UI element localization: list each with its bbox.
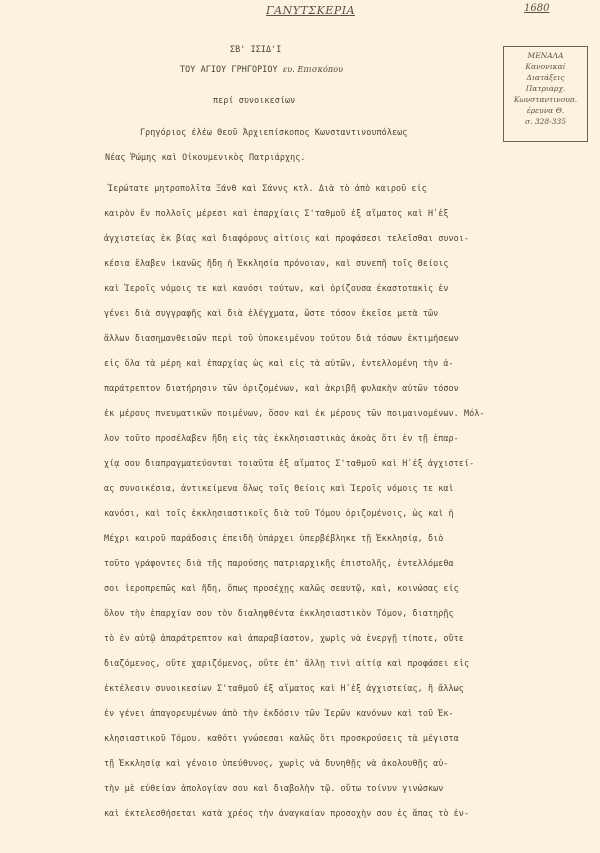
body-line: ἄλλων διασημανθεισῶν περὶ τοῦ ὑποκειμένου τούτου διὰ τόσων ἐκτιμήσεων	[104, 333, 459, 343]
body-line: παράτρεπτον διατήρησιν τῶν ὁριζομένων, καὶ ἀκριβῆ φυλακὴν αὐτῶν τόσον	[104, 383, 459, 393]
handwritten-page-number: 1680	[524, 3, 550, 14]
body-line: καὶ ἐκτελεσθήσεται κατὰ χρέος τὴν ἀναγκαίαν προσοχὴν σου ἐς ἅπας τὸ ἐν-	[104, 808, 470, 818]
body-line: ἐκτέλεσιν συνοικεσίων Σ'ταθμοῦ ἐξ αἵματος καὶ Ηʹἐξ ἀγχιστείας, ἢ ἄλλως	[104, 683, 464, 693]
body-line: τὴν μὲ εὐθείαν ἀπολογίαν σου καὶ διαβολὴν τῷ. οὕτω τοίνυν γινώσκων	[104, 783, 444, 793]
body-line: κανόσι, καὶ τοῖς ἐκκλησιαστικοῖς διὰ τοῦ Τόμου ὁριζομένοις, ὡς καὶ ἡ	[104, 508, 454, 518]
stamp-line: Κωνσταντινουπ.	[513, 95, 578, 104]
stamp-line: έρευνα Θ.	[526, 106, 565, 115]
document-reference: ΣΒ' ΙΣΙΔ'Ι	[230, 44, 282, 54]
body-line: σοι ἱεροπρεπῶς καὶ ἤδη, ὅπως προσέχῃς καλῶς σεαυτῷ, καὶ, κοινώσας εἰς	[104, 583, 459, 593]
body-line: χίᾳ σου διαπραγματεύονται τοιαῦτα ἐξ αἵματος Σ'ταθμοῦ καὶ Ηʹἐξ ἀγχιστεί-	[104, 458, 475, 468]
title-handwritten-note: ευ. Επισκόπου	[282, 65, 344, 74]
handwritten-header-left: ΓΑΝΥΤΣΚΕΡΙΑ	[266, 4, 356, 17]
stamp-line: Διατάξεις	[526, 73, 565, 82]
body-line: εἰς ὅλα τὰ μέρη καὶ ἐπαρχίας ὡς καὶ εἰς τὰ αὐτῶν, ἐντελλομένη τὴν ἀ-	[104, 358, 454, 368]
body-line: λον τοῦτο προσέλαβεν ἤδη εἰς τὰς ἐκκλησιαστικὰς ἀκοὰς ὅτι ἐν τῇ ἐπαρ-	[104, 433, 459, 443]
body-line: Μέχρι καιροῦ παράδοσις ἐπειδὴ ὑπάρχει ὑπερβέβληκε τῇ Ἐκκλησίᾳ, διὸ	[104, 533, 444, 543]
title-text: ΤΟΥ ΑΓΙΟΥ ΓΡΗΓΟΡΙΟΥ	[180, 64, 278, 74]
body-line: ὅλον τὴν ἐπαρχίαν σου τὸν διαληφθέντα ἐκκλησιαστικὸν Τόμον, διατηρῇς	[104, 608, 454, 618]
body-line: κέσια ἔλαβεν ἱκανῶς ἤδη ἡ Ἐκκλησία πρόνοιαν, καὶ συνεπῆ τοῖς Θείοις	[104, 258, 449, 268]
body-line: καὶ Ἱεροῖς νόμοις τε καὶ κανόσι τούτων, καὶ ὁρίζουσα ἐκαστοτακὶς ἐν	[104, 283, 449, 293]
body-line: ας συνοικέσια, ἀντικείμενα ὅλως τοῖς Θείοις καὶ Ἱεροῖς νόμοις τε καὶ	[104, 483, 454, 493]
reference-stamp	[503, 46, 588, 142]
body-line: γένει διὰ συγγραφῆς καὶ διὰ ἐλέγχματα, ὥστε τόσον ἐκεῖσε μετὰ τῶν	[104, 308, 439, 318]
document-title	[180, 64, 343, 74]
body-line: ἀγχιστείας ἐκ βίας καὶ διαφόρους αἰτίοις καὶ προφάσεσι τελεῖσθαι συνοι-	[104, 233, 470, 243]
body-line: ἐκ μέρους πνευματικῶν ποιμένων, ὅσον καὶ ἐκ μέρους τῶν ποιμαινομένων. Μόλ-	[104, 408, 485, 418]
address-line: Νέας Ῥώμης καὶ Οἰκουμενικὸς Πατριάρχης.	[105, 152, 306, 162]
body-line: κλησιαστικοῦ Τόμου. καθότι γνώσεσαι καλῶς ὅτι προσκρούσεις τὰ μέγιστα	[104, 733, 459, 743]
stamp-line: σ. 328-335	[524, 117, 567, 126]
stamp-line: ΜΕΝΑΛΑ	[527, 51, 564, 60]
document-subject: περί συνοικεσίων	[213, 95, 296, 105]
body-line: τὸ ἐν αὐτῷ ἀπαράτρεπτον καὶ ἀπαραβίαστον, χωρὶς νὰ ἐνεργῇ τίποτε, οὔτε	[104, 633, 464, 643]
body-line: τοῦτο γράφοντες διὰ τῆς παρούσης πατριαρχικῆς ἐπιστολῆς, ἐντελλόμεθα	[104, 558, 454, 568]
stamp-line: Πατριαρχ.	[525, 84, 566, 93]
body-line: διαζόμενος, οὔτε χαριζόμενος, οὔτε ἐπ' ἄλλῃ τινὶ αἰτίᾳ καὶ προφάσει εἰς	[104, 658, 470, 668]
body-line: ἐν γένει ἀπαγορευμένων ἀπὸ τὴν ἐκδόσιν τῶν Ἱερῶν κανόνων καὶ τοῦ Ἐκ-	[104, 708, 454, 718]
address-line: Γρηγόριος έλέω Θεοῦ Ἀρχιεπίσκοπος Κωνσταντινουπόλεως	[140, 127, 408, 137]
body-line: Ἱερώτατε μητροπολῖτα Ξάνθ καὶ Σάννς κτλ. Διὰ τὸ ἀπὸ καιροῦ εἰς	[108, 183, 427, 193]
stamp-line: Κανονικαί	[525, 62, 566, 71]
body-line: καιρὸν ἔν πολλοῖς μέρεσι καὶ ἐπαρχίαις Σ'ταθμοῦ ἐξ αἵματος καὶ Ηʹἐξ	[104, 208, 449, 218]
body-line: τῇ Ἐκκλησίᾳ καὶ γένοιο ὑπεύθυνος, χωρὶς νὰ δυνηθῇς νὰ ἀκολουθῇς αὐ-	[104, 758, 449, 768]
